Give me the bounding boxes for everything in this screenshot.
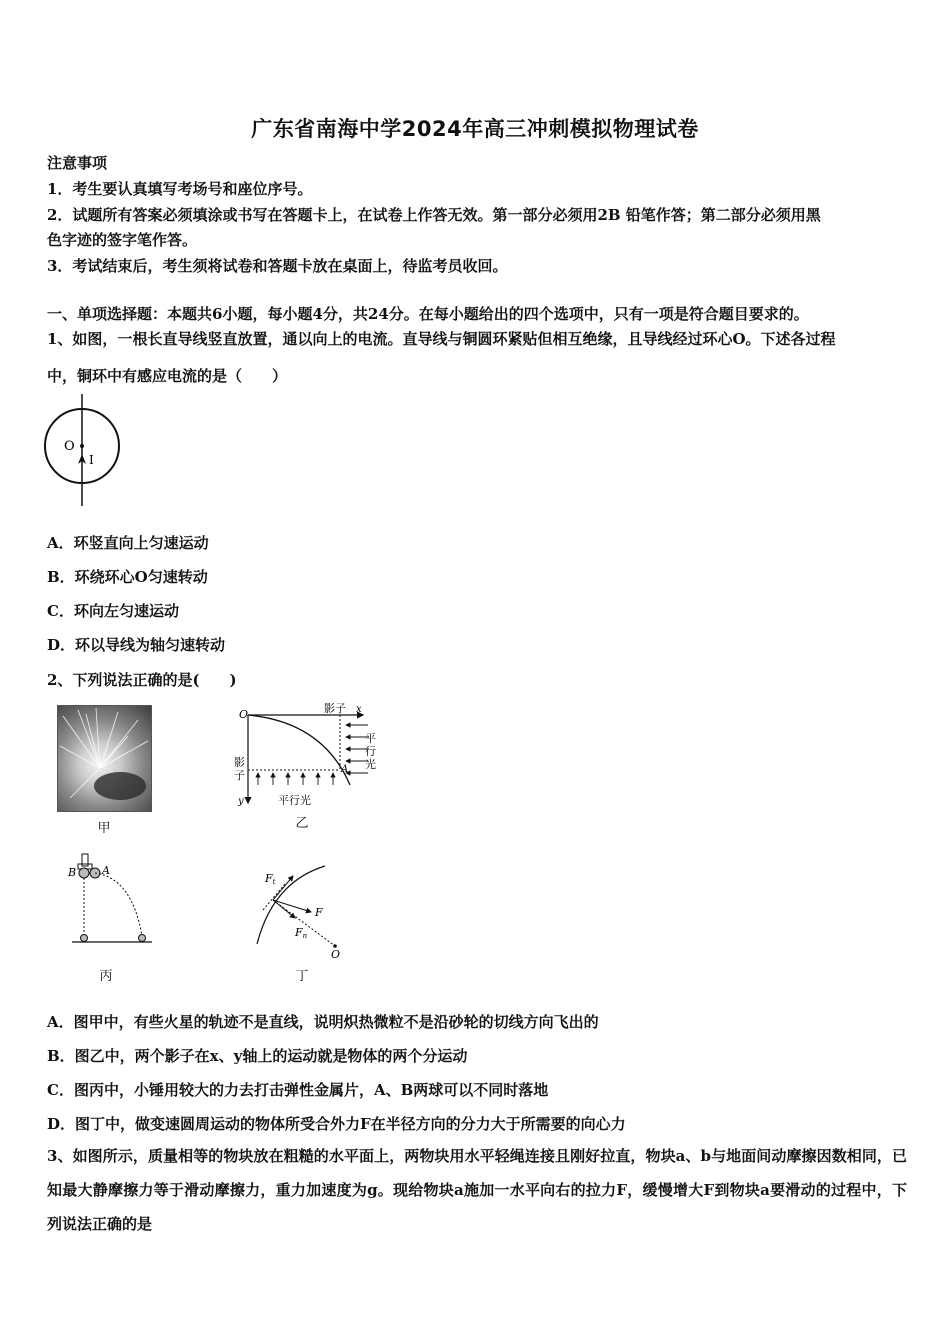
trajectory-curve: [248, 715, 350, 785]
option-d: D．环以导线为轴匀速转动: [47, 636, 226, 654]
y-axis-label: y: [238, 796, 244, 807]
projectile-path: [95, 873, 142, 936]
current-label: I: [89, 453, 94, 467]
origin-label: O: [239, 708, 249, 721]
caption-yi: 乙: [295, 816, 309, 831]
ball-a-landed: [139, 935, 146, 942]
tangential-force-label: Ft: [265, 872, 276, 886]
parallel-light-label: 平: [365, 732, 376, 745]
option-d: D．图丁中，做变速圆周运动的物体所受合外力F在半径方向的分力大于所需要的向心力: [47, 1115, 626, 1133]
center-label: O: [64, 439, 75, 454]
ring-wire-figure: [38, 392, 128, 510]
tangent-line: [263, 884, 285, 910]
question-3-stem: 3、如图所示，质量相等的物块放在粗糙的水平面上，两物块用水平轻绳连接且刚好拉直，物块a、b与地面间动摩擦因数相同，已知最大静摩擦力等于滑动摩擦力，重力加速度为g。现给物块a施加一水平向右的拉力F，缓慢增大F到物块a要滑动的过程中，下列说法正确的是: [47, 1147, 907, 1233]
normal-force-arrow: [273, 900, 295, 918]
notice-item: 3．考试结束后，考生须将试卷和答题卡放在桌面上，待监考员收回。: [47, 257, 508, 275]
page-title: 广东省南海中学2024年高三冲刺模拟物理试卷: [251, 117, 699, 141]
point-a-label: A: [341, 764, 349, 775]
normal-force-label: Fn: [295, 926, 308, 940]
parallel-light-bottom: [258, 773, 333, 785]
notice-heading: 注意事项: [47, 154, 108, 172]
caption-ding: 丁: [295, 969, 309, 984]
parallel-light-label: 行: [365, 745, 376, 758]
ball-b-landed: [81, 935, 88, 942]
notice-item: 色字迹的签字笔作答。: [47, 231, 198, 249]
ball-b: [79, 868, 89, 878]
question-2-stem: 2、下列说法正确的是( ): [47, 671, 237, 689]
tangential-force-arrow: [273, 876, 293, 900]
option-c: C．图丙中，小锤用较大的力去打击弹性金属片，A、B两球可以不同时落地: [47, 1081, 549, 1099]
question-1-stem-cont: 中，铜环中有感应电流的是（ ）: [47, 367, 288, 385]
shadow-left-label: 影: [234, 756, 245, 769]
option-b: B．环绕环心O匀速转动: [47, 568, 208, 586]
notice-item: 1．考生要认真填写考场号和座位序号。: [47, 180, 313, 198]
question-1-stem: 1、如图，一根长直导线竖直放置，通以向上的电流。直导线与铜圆环紧贴但相互绝缘，且导线经过环心O。下述各过程: [47, 330, 836, 348]
center-label: O: [331, 948, 341, 961]
shadow-top-label: 影子: [324, 702, 346, 715]
parallel-light-label: 光: [365, 758, 376, 771]
parallel-light-bottom-label: 平行光: [278, 794, 311, 807]
caption-bing: 丙: [99, 969, 113, 984]
circular-motion-force-figure: [245, 862, 355, 962]
section-heading: 一、单项选择题：本题共6小题，每小题4分，共24分。在每小题给出的四个选项中，只有一项是符合题目要求的。: [47, 305, 809, 323]
ball-a-label: A: [102, 864, 110, 877]
two-balls-figure: [62, 848, 162, 948]
net-force-arrow: [273, 900, 311, 912]
ring-center-dot: [80, 444, 84, 448]
grinding-sparks-photo: [57, 705, 152, 812]
shadow-left-label: 子: [234, 769, 245, 782]
notice-item: 2．试题所有答案必须填涂或书写在答题卡上，在试卷上作答无效。第一部分必须用2B 铅笔作答；第二部分必须用黑: [47, 206, 821, 224]
ball-b-label: B: [68, 866, 77, 879]
option-a: A．图甲中，有些火星的轨迹不是直线，说明炽热微粒不是沿砂轮的切线方向飞出的: [47, 1013, 599, 1031]
net-force-label: F: [315, 906, 323, 919]
caption-jia: 甲: [97, 821, 111, 836]
sparks-icon: [58, 706, 151, 811]
option-a: A．环竖直向上匀速运动: [47, 534, 209, 552]
option-c: C．环向左匀速运动: [47, 602, 179, 620]
shadow-motion-figure: [228, 700, 378, 812]
option-b: B．图乙中，两个影子在x、y轴上的运动就是物体的两个分运动: [47, 1047, 468, 1065]
x-axis-label: x: [356, 704, 362, 715]
